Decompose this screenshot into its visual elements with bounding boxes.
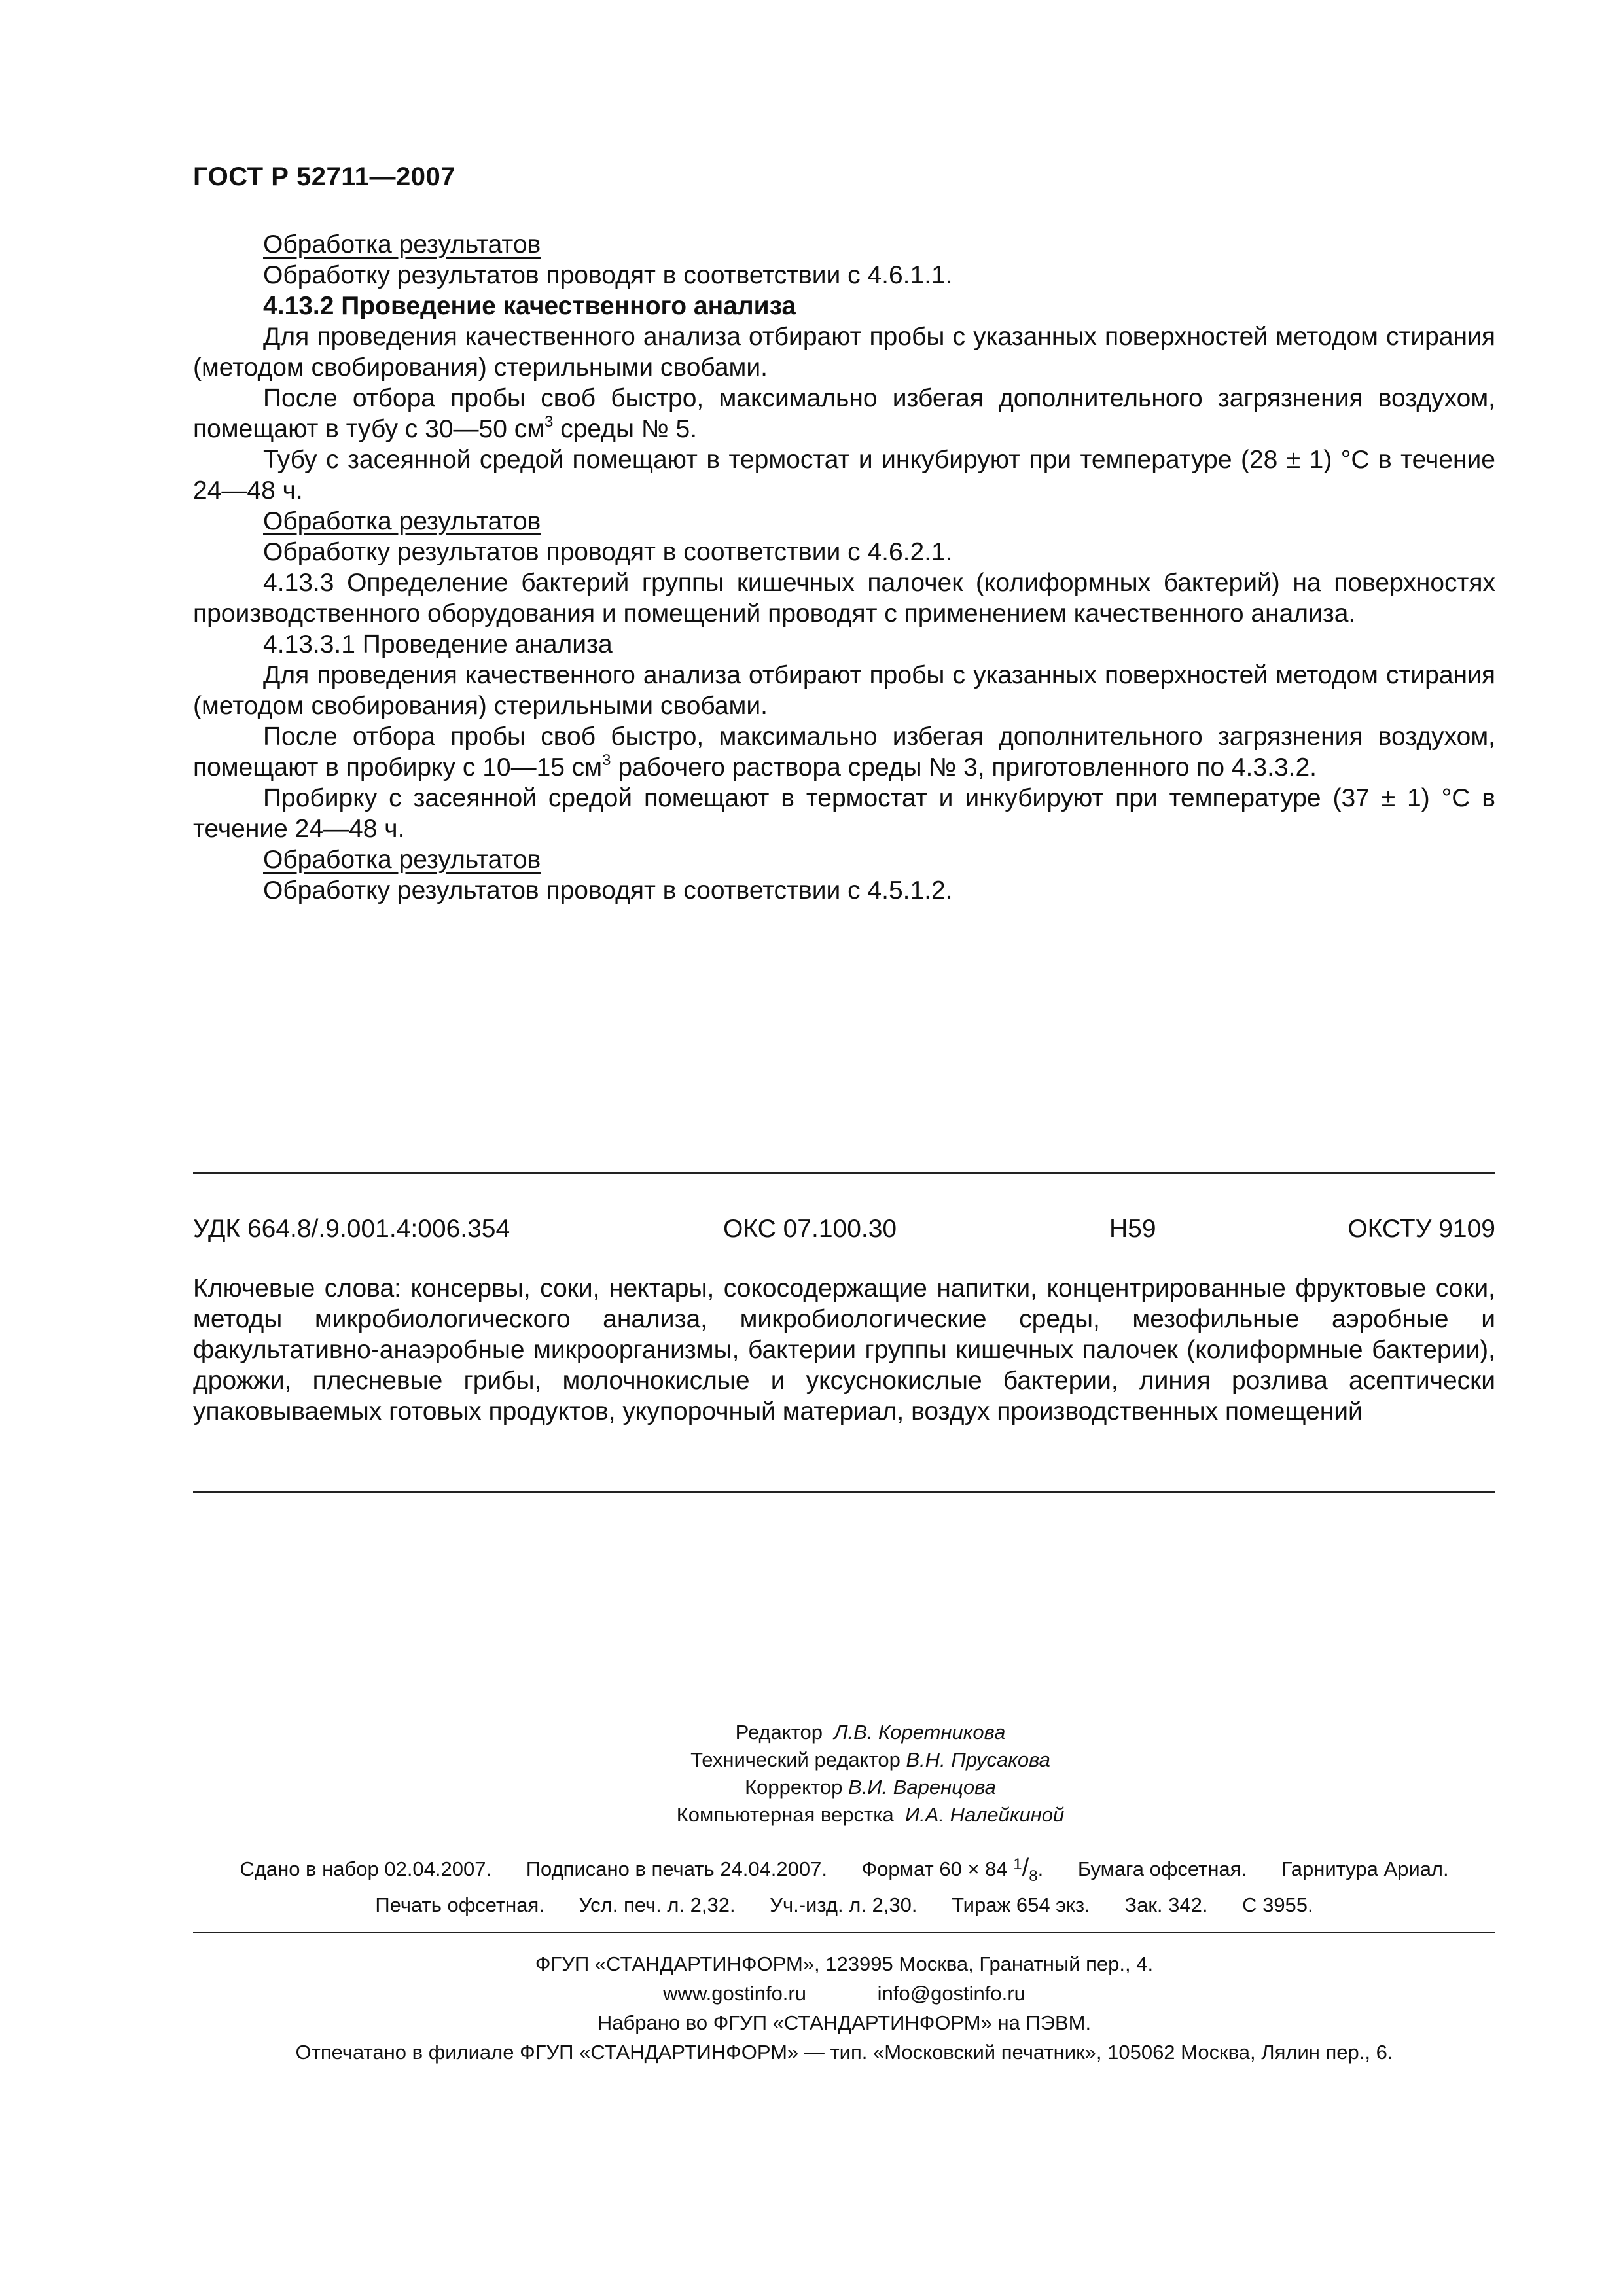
paragraph: После отбора пробы своб быстро, максимально избегая дополнительного загрязнения воздухом, помещают в пробирку с 10—15 $см^3$ рабочего раствора среды № 3, приготовленного по 4.3.3.2. bbox=[193, 723, 1495, 781]
publisher-contacts bbox=[193, 1979, 1495, 2008]
udk-code: УДК 664.8/.9.001.4:006.354 bbox=[193, 1215, 510, 1243]
staff-row-proofreader: Корректор В.И. Варенцова bbox=[745, 1776, 996, 1799]
results-processing-heading: Обработка результатов bbox=[263, 507, 541, 535]
paragraph: Пробирку с засеянной средой помещают в термостат и инкубируют при температуре (37 ± 1) °С в течение 24—48 ч. bbox=[193, 784, 1495, 843]
paper-type: Бумага офсетная. bbox=[1077, 1857, 1247, 1880]
paragraph: Обработку результатов проводят в соответствии с 4.6.1.1. bbox=[263, 261, 953, 289]
font-type: Гарнитура Ариал. bbox=[1281, 1857, 1449, 1880]
usl-sheets: Усл. печ. л. 2,32. bbox=[579, 1893, 736, 1916]
classification-codes bbox=[193, 1215, 1495, 1246]
oks-code: ОКС 07.100.30 bbox=[723, 1215, 897, 1243]
paragraph: Для проведения качественного анализа отбирают пробы с указанных поверхностей методом стирания (методом свобирования) стерильными свобами. bbox=[193, 661, 1495, 720]
paragraph: Тубу с засеянной средой помещают в термостат и инкубируют при температуре (28 ± 1) °С в течение 24—48 ч. bbox=[193, 446, 1495, 505]
document-code-header: ГОСТ Р 52711—2007 bbox=[193, 162, 455, 191]
staff-row-editor: Редактор Л.В. Коретникова bbox=[735, 1721, 1006, 1744]
publisher-block bbox=[193, 1949, 1495, 2067]
section-heading-4-13-3-1: 4.13.3.1 Проведение анализа bbox=[263, 630, 613, 658]
section-heading-4-13-3: 4.13.3 Определение бактерий группы кишечных палочек (колиформных бактерий) на поверхностях производственного оборудования и помещений проводят с применением качественного анализа. bbox=[193, 569, 1495, 628]
section-heading-4-13-2: 4.13.2 Проведение качественного анализа bbox=[263, 292, 796, 320]
paragraph: Для проведения качественного анализа отбирают пробы с указанных поверхностей методом стирания (методом свобирования) стерильными свобами. bbox=[193, 323, 1495, 382]
signed-date: Подписано в печать 24.04.2007. bbox=[526, 1857, 827, 1880]
divider-line bbox=[193, 1491, 1495, 1493]
editorial-staff bbox=[641, 1719, 1099, 1829]
staff-row-layout: Компьютерная верстка И.А. Налейкиной bbox=[676, 1803, 1065, 1826]
paragraph: Обработку результатов проводят в соответствии с 4.6.2.1. bbox=[263, 538, 953, 566]
keywords: Ключевые слова: консервы, соки, нектары, сокосодержащие напитки, концентрированные фруктовые соки, методы микробиологического анализа, микробиологические среды, мезофильные аэробные и факультативно-анаэробные микроорганизмы, бактерии группы кишечных палочек (колиформные бактерии), дрожжи, плесневые грибы, молочнокислые и уксуснокислые бактерии, линия розлива асептически упаковываемых готовых продуктов, укупорочный материал, воздух производственных помещений bbox=[193, 1274, 1495, 1426]
order-number: Зак. 342. bbox=[1124, 1893, 1208, 1916]
paragraph: Обработку результатов проводят в соответствии с 4.5.1.2. bbox=[263, 876, 953, 905]
publisher-address: ФГУП «СТАНДАРТИНФОРМ», 123995 Москва, Гранатный пер., 4. bbox=[535, 1952, 1154, 1975]
okstu-code: ОКСТУ 9109 bbox=[1347, 1215, 1495, 1243]
paragraph: После отбора пробы своб быстро, максимально избегая дополнительного загрязнения воздухом, помещают в тубу с 30—50 $см^3$ среды № 5. bbox=[193, 384, 1495, 443]
results-processing-heading: Обработка результатов bbox=[263, 230, 541, 259]
format-fraction: $^1/_8$ bbox=[1013, 1854, 1038, 1885]
staff-row-tech-editor: Технический редактор В.Н. Прусакова bbox=[690, 1748, 1050, 1771]
uch-sheets: Уч.-изд. л. 2,30. bbox=[770, 1893, 918, 1916]
divider-line bbox=[193, 1932, 1495, 1933]
email-link[interactable]: info@gostinfo.ru bbox=[877, 1982, 1026, 2005]
imprint-block bbox=[193, 1851, 1495, 1922]
h-code: Н59 bbox=[1109, 1215, 1156, 1243]
divider-line bbox=[193, 1172, 1495, 1174]
print-type: Печать офсетная. bbox=[375, 1893, 544, 1916]
results-processing-heading: Обработка результатов bbox=[263, 846, 541, 874]
c-number: С 3955. bbox=[1242, 1893, 1313, 1916]
print-run: Тираж 654 экз. bbox=[952, 1893, 1090, 1916]
imprint-line-2 bbox=[193, 1888, 1495, 1922]
submitted-date: Сдано в набор 02.04.2007. bbox=[240, 1857, 492, 1880]
website-link[interactable]: www.gostinfo.ru bbox=[663, 1982, 806, 2005]
format: Формат 60 × 84 $^1/_8$. bbox=[862, 1857, 1044, 1880]
printed-note: Отпечатано в филиале ФГУП «СТАНДАРТИНФОРМ» — тип. «Московский печатник», 105062 Москва, Лялин пер., 6. bbox=[295, 2041, 1393, 2064]
main-text bbox=[193, 229, 1495, 906]
imprint-line-1 bbox=[193, 1851, 1495, 1888]
typeset-note: Набрано во ФГУП «СТАНДАРТИНФОРМ» на ПЭВМ. bbox=[597, 2011, 1092, 2034]
